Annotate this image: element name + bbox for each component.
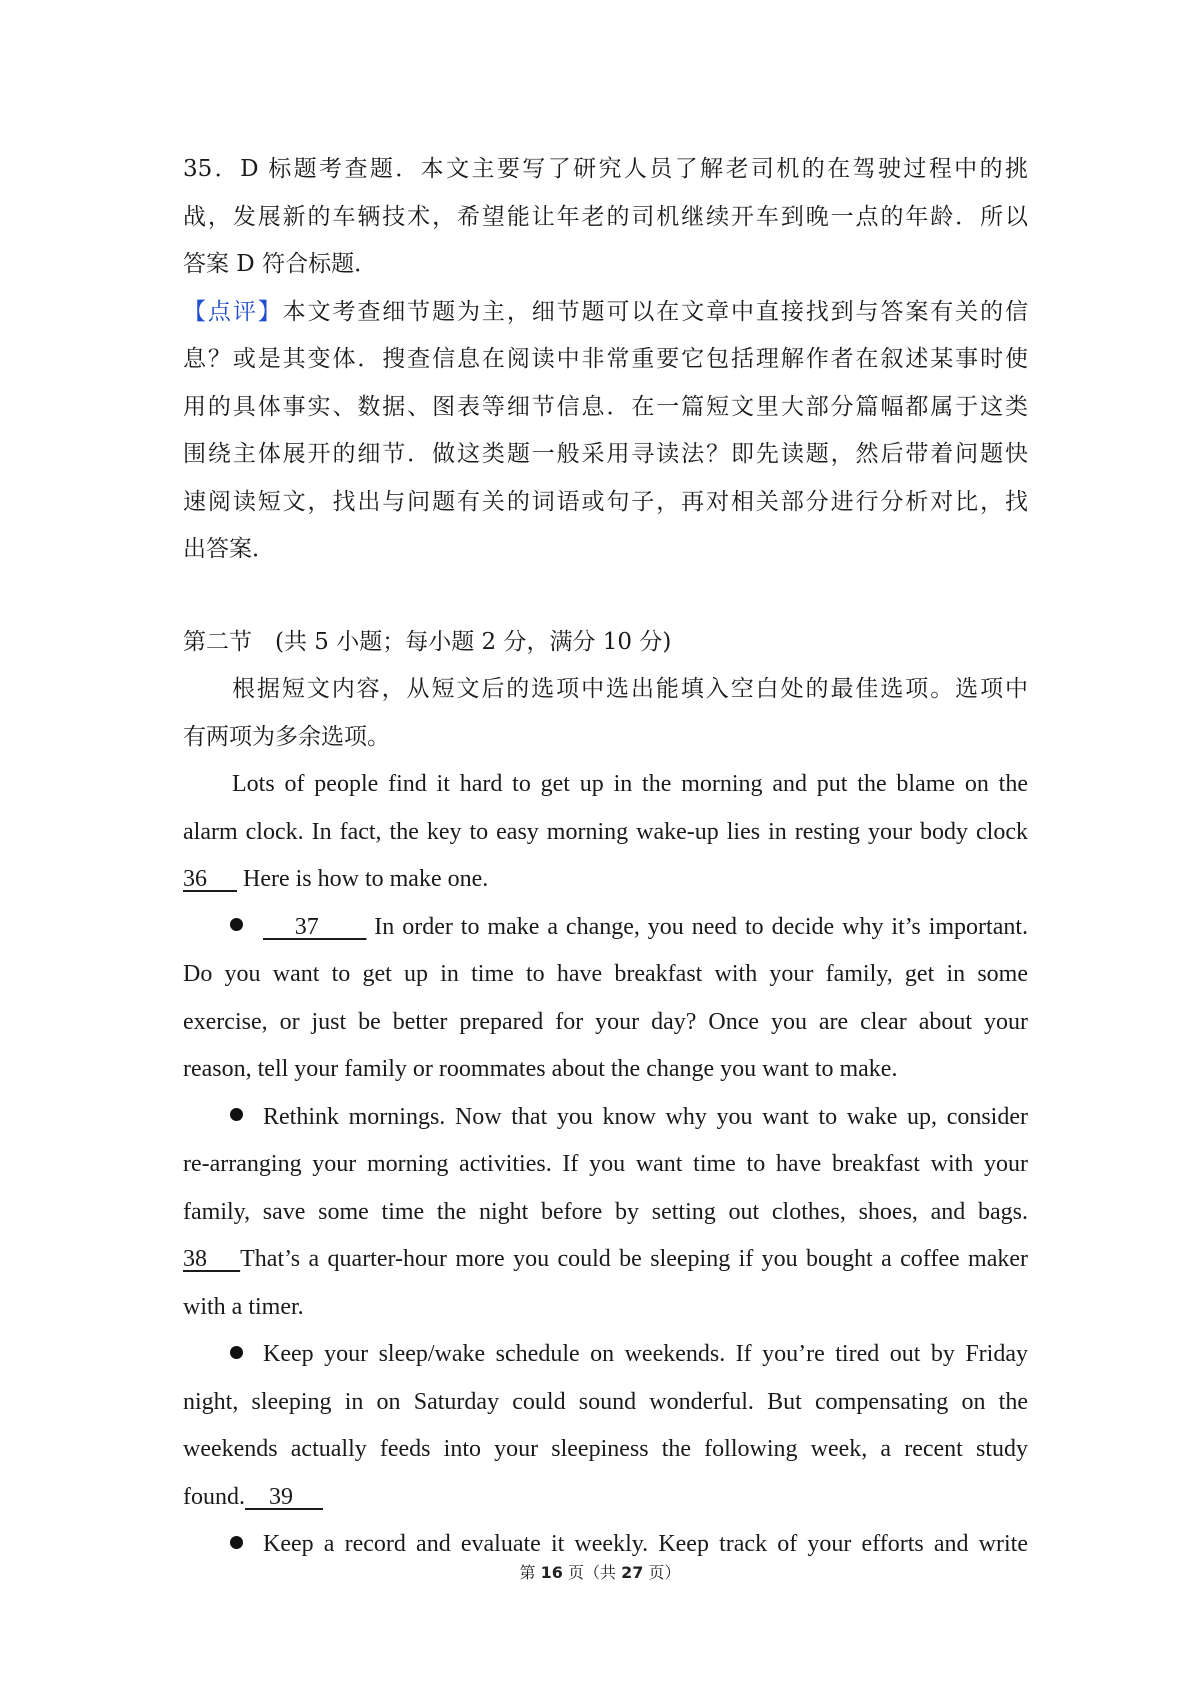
- section2-instruction-1: 根据短文内容，从短文后的选项中选出能填入空白处的最佳选项。选项中: [232, 676, 1028, 702]
- blank-36[interactable]: 36: [183, 866, 237, 892]
- bullet-2-line-2: re-arranging your morning activities. If you want time to have breakfast with your: [183, 1151, 1028, 1177]
- bullet-3-line-2: night, sleeping in on Saturday could sound wonderful. But compensating on the: [183, 1388, 1028, 1415]
- bullet-dot-icon: [230, 1346, 243, 1359]
- footer-page-number: 16: [540, 1563, 563, 1582]
- bullet-3-line-3: weekends actually feeds into your sleepiness the following week, a recent study: [183, 1436, 1028, 1462]
- blank-38[interactable]: 38: [183, 1246, 241, 1272]
- bullet-1-line-3: exercise, or just be better prepared for your day? Once you are clear about your: [183, 1008, 1028, 1035]
- comment-line-2: 息？或是其变体．搜查信息在阅读中非常重要它包括理解作者在叙述某事时使: [183, 346, 1028, 372]
- comment-line-6: 出答案．: [183, 536, 275, 562]
- blank-39[interactable]: 39: [245, 1483, 323, 1510]
- bullet-3-line-4-text: found.: [183, 1483, 245, 1510]
- footer-middle: 页（共: [562, 1563, 622, 1582]
- bullet-2-line-4: [183, 1236, 1028, 1284]
- bullet-2-line-1-text: Rethink mornings. Now that you know why you want to wake up, consider: [263, 1103, 1028, 1130]
- bullet-4-line-1-text: Keep a record and evaluate it weekly. Keep track of your efforts and write: [263, 1531, 1028, 1557]
- bullet-2-line-3: family, save some time the night before by setting out clothes, shoes, and bags.: [183, 1198, 1028, 1225]
- bullet-dot-icon: [230, 1536, 243, 1549]
- page-content: [183, 146, 1028, 1569]
- bullet-2-line-4-text: That’s a quarter-hour more you could be sleeping if you bought a coffee maker: [240, 1246, 1028, 1272]
- q35-line-2: 战，发展新的车辆技术，希望能让年老的司机继续开车到晚一点的年龄．所以: [183, 203, 1028, 230]
- footer-total-pages: 27: [621, 1563, 644, 1582]
- comment-text-1: 本文考查细节题为主，细节题可以在文章中直接找到与答案有关的信: [282, 298, 1029, 325]
- bullet-1-line-1-text: In order to make a change, you need to decide why it’s important.: [366, 913, 1029, 940]
- bullet-dot-icon: [230, 918, 243, 931]
- passage-p1-line-3: [183, 856, 1028, 904]
- bullet-2-line-5: with a timer.: [183, 1293, 304, 1320]
- passage-p1-line-3-text: Here is how to make one.: [237, 866, 489, 892]
- bullet-1-line-2: Do you want to get up in time to have breakfast with your family, get in some: [183, 961, 1028, 987]
- bullet-3-line-1-text: Keep your sleep/wake schedule on weekends. If you’re tired out by Friday: [263, 1341, 1028, 1367]
- comment-line-5: 速阅读短文，找出与问题有关的词语或句子，再对相关部分进行分析对比，找: [183, 488, 1028, 515]
- section2-heading: 第二节 (共 5 小题；每小题 2 分，满分 10 分): [183, 628, 672, 655]
- bullet-2-line-1: [183, 1094, 1028, 1142]
- comment-line-4: 围绕主体展开的细节．做这类题一般采用寻读法？即先读题，然后带着问题快: [183, 441, 1028, 467]
- passage-p1-line-1: Lots of people find it hard to get up in the morning and put the blame on the: [232, 771, 1028, 797]
- q35-line-1: 35．D 标题考查题．本文主要写了研究人员了解老司机的在驾驶过程中的挑: [183, 156, 1028, 182]
- comment-line-1: [183, 289, 1028, 337]
- q35-line-3: 答案 D 符合标题．: [183, 251, 378, 277]
- bullet-dot-icon: [230, 1108, 243, 1121]
- bullet-3-line-4: [183, 1474, 1028, 1522]
- passage-p1-line-2: alarm clock. In fact, the key to easy morning wake-up lies in resting your body clock: [183, 818, 1028, 845]
- blank-37[interactable]: 37: [263, 913, 367, 940]
- comment-line-3: 用的具体事实、数据、图表等细节信息．在一篇短文里大部分篇幅都属于这类: [183, 393, 1028, 420]
- page-footer: [0, 1560, 1200, 1583]
- section2-instruction-2: 有两项为多余选项。: [183, 723, 390, 750]
- bullet-1-line-1: [183, 904, 1028, 952]
- footer-prefix: 第: [519, 1563, 541, 1582]
- bullet-3-line-1: [183, 1331, 1028, 1379]
- comment-tag: 【点评】: [183, 298, 283, 325]
- bullet-1-line-4: reason, tell your family or roommates about the change you want to make.: [183, 1056, 898, 1082]
- footer-suffix: 页）: [643, 1563, 681, 1582]
- section-gap: [183, 574, 1028, 619]
